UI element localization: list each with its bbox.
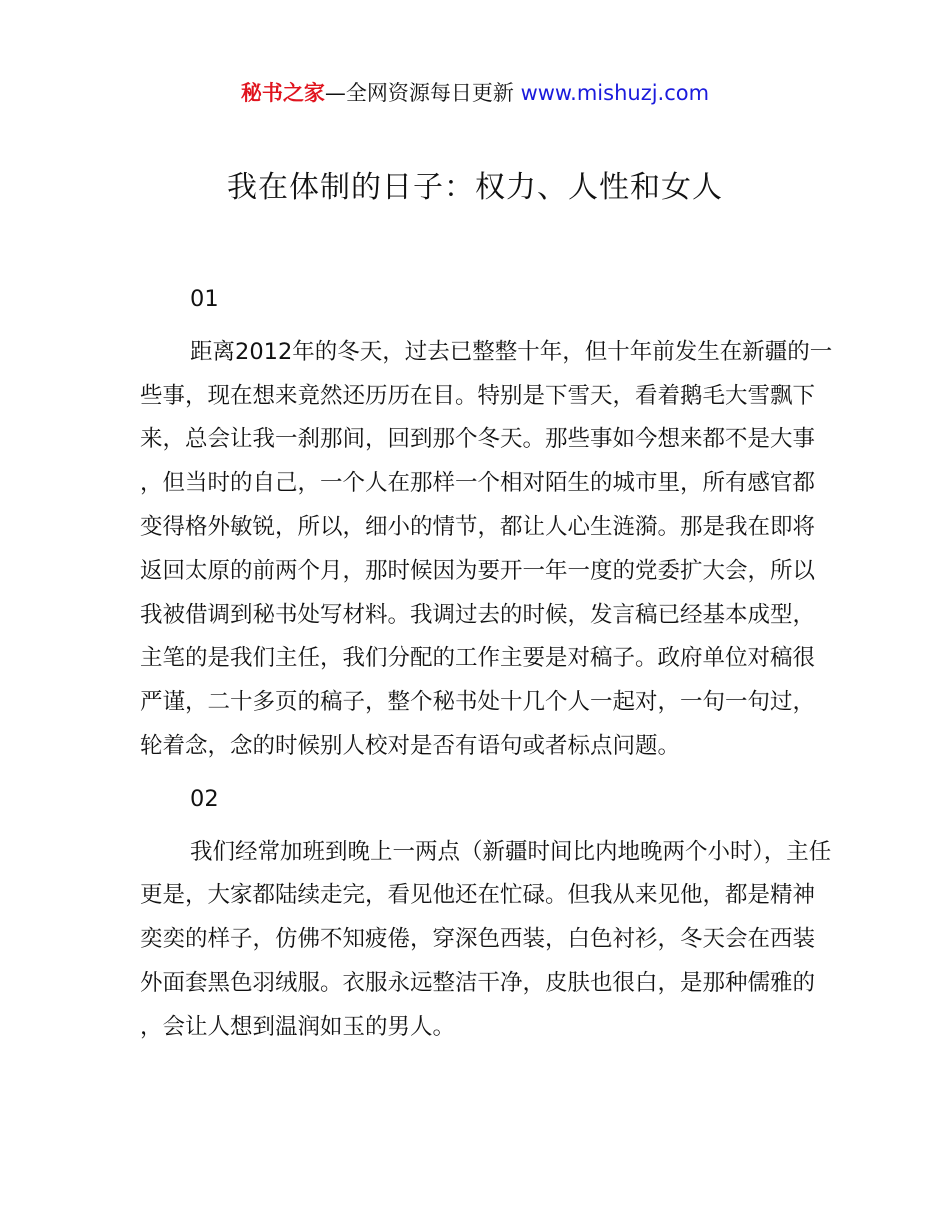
section-number: 01 [190,286,219,312]
section-paragraph: 距离2012年的冬天，过去已整整十年，但十年前发生在新疆的一些事，现在想来竟然还历历在目。特别是下雪天，看着鹅毛大雪飘下来，总会让我一刹那间，回到那个冬天。那些事如今想来都不是大事，但当时的自己，一个人在那样一个相对陌生的城市里，所有感官都变得格外敏锐，所以，细小的情节，都让人心生涟漪。那是我在即将返回太原的前两个月，那时候因为要开一年一度的党委扩大会，所以我被借调到秘书处写材料。我调过去的时候，发言稿已经基本成型，主笔的是我们主任，我们分配的工作主要是对稿子。政府单位对稿很严谨，二十多页的稿子，整个秘书处十几个人一起对，一句一句过，轮着念，念的时候别人校对是否有语句或者标点问题。 [140,338,833,759]
article-body [140,278,834,1050]
article-title: 我在体制的日子：权力、人性和女人 [227,170,723,205]
site-brand: 秘书之家 [240,81,325,105]
site-url-link[interactable]: www.mishuzj.com [520,81,710,105]
section-number: 02 [190,785,219,812]
site-tagline: —全网资源每日更新 [324,81,514,105]
site-header [0,78,950,108]
section-paragraph: 我们经常加班到晚上一两点（新疆时间比内地晚两个小时），主任更是，大家都陆续走完，看见他还在忙碌。但我从来见他，都是精神奕奕的样子，仿佛不知疲倦，穿深色西装，白色衬衫，冬天会在西装外面套黑色羽绒服。衣服永远整洁干净，皮肤也很白，是那种儒雅的，会让人想到温润如玉的男人。 [140,838,832,1040]
